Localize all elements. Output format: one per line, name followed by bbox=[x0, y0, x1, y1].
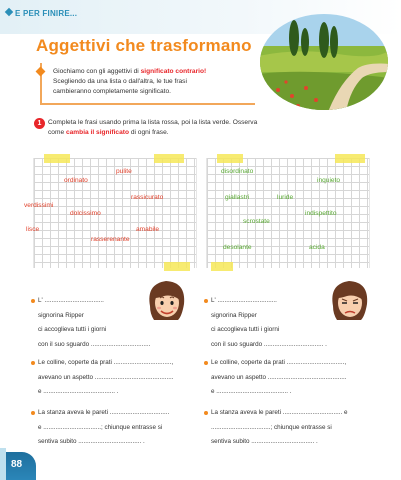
tape bbox=[164, 262, 190, 271]
word-green: desolante bbox=[223, 244, 252, 251]
word-red: rasserenante bbox=[91, 236, 130, 243]
landscape-photo bbox=[258, 12, 390, 112]
intro-text: Giochiamo con gli aggettivi di significato contrario! Scegliendo da una lista o dall'altra, le tue frasi cambieranno completamente significato. bbox=[53, 68, 207, 95]
sentence-block-left-2: Le colline, coperte da prati ................................., avevano un aspetto ............................................. e ......................................... . bbox=[32, 356, 202, 400]
sentence-block-right-1: L' .................................. signorina Ripper ci accoglieva tutti i giorni con il suo sguardo .................................. . bbox=[205, 294, 370, 352]
diamond-icon bbox=[36, 67, 46, 77]
word-green: giallastri bbox=[225, 194, 250, 201]
word-red: amabile bbox=[136, 226, 160, 233]
exercise-number: 1 bbox=[34, 118, 45, 129]
page-number: 88 bbox=[11, 459, 23, 470]
word-red: lisce bbox=[26, 226, 40, 233]
word-red: dolcissimo bbox=[70, 210, 101, 217]
intro-rule-bottom bbox=[40, 103, 255, 105]
bullet-icon bbox=[204, 361, 208, 365]
sentence-block-left-1: L' .................................. signorina Ripper ci accoglieva tutti i giorni con il suo sguardo .................................. bbox=[32, 294, 197, 352]
tape bbox=[154, 154, 184, 163]
word-red: rassicurato bbox=[131, 194, 164, 201]
page-number-tab bbox=[6, 452, 36, 480]
word-green: indispettito bbox=[305, 210, 337, 217]
bullet-icon bbox=[31, 411, 35, 415]
bullet-icon bbox=[204, 411, 208, 415]
bullet-icon bbox=[204, 299, 208, 303]
section-label: E PER FINIRE... bbox=[6, 9, 77, 18]
tape bbox=[211, 262, 233, 271]
sentence-block-left-3: La stanza aveva le pareti .................................. e .................................; chiunque entrasse si sentiva subito .................................... . bbox=[32, 406, 202, 450]
green-word-grid bbox=[206, 158, 370, 268]
word-green: scrostate bbox=[243, 218, 270, 225]
bullet-icon bbox=[31, 361, 35, 365]
exercise-instructions: Completa le frasi usando prima la lista rossa, poi la lista verde. Osserva come cambia il significato di ogni frase. bbox=[48, 119, 258, 136]
tape bbox=[217, 154, 243, 163]
word-green: disordinato bbox=[221, 168, 254, 175]
word-green: inquieto bbox=[317, 177, 341, 184]
tape bbox=[44, 154, 70, 163]
word-red: pulite bbox=[116, 168, 132, 175]
sentence-block-right-2: Le colline, coperte da prati ................................., avevano un aspetto ............................................. e ......................................... . bbox=[205, 356, 380, 400]
red-word-grid bbox=[24, 158, 197, 268]
bullet-icon bbox=[31, 299, 35, 303]
sentence-block-right-3: La stanza aveva le pareti .................................. e ..................................; chiunque entrasse si sentiva subito .................................... . bbox=[205, 406, 385, 450]
tape bbox=[335, 154, 365, 163]
diamond-icon bbox=[5, 8, 13, 16]
word-green: acida bbox=[309, 244, 325, 251]
page-title: Aggettivi che trasformano bbox=[36, 36, 252, 55]
word-green: luride bbox=[277, 194, 294, 201]
word-red: verdissimi bbox=[24, 202, 54, 209]
word-red: ordinato bbox=[64, 177, 88, 184]
